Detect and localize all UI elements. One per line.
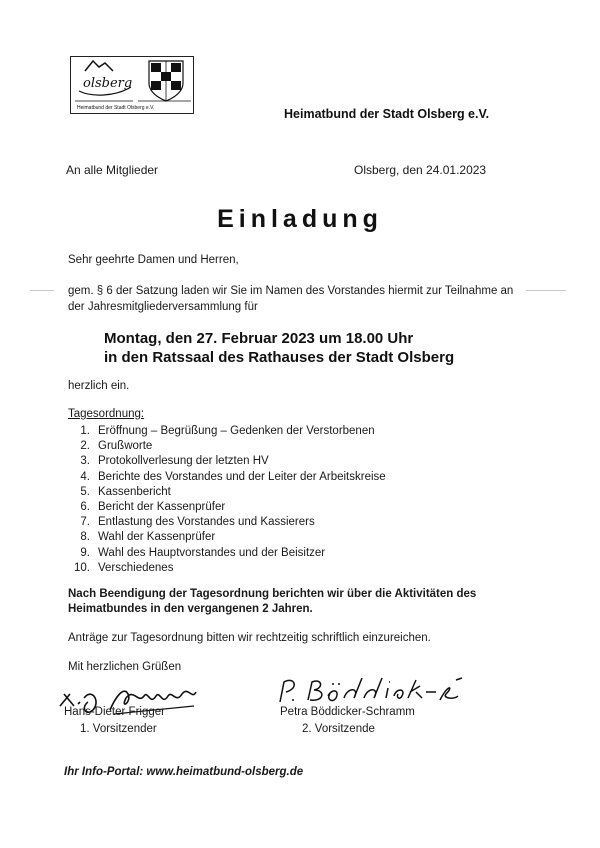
agenda-item-text: Protokollverlesung der letzten HV: [98, 455, 269, 468]
agenda-item: [68, 561, 386, 576]
greeting: Mit herzlichen Grüßen: [68, 661, 182, 673]
agenda-item: [68, 454, 386, 469]
agenda-item-text: Wahl des Hauptvorstandes und der Beisitzer: [98, 546, 326, 559]
event-location: in den Ratssaal des Rathauses der Stadt Olsberg: [104, 349, 455, 366]
agenda-item-text: Grußworte: [98, 440, 153, 453]
agenda-item-number: 1.: [80, 425, 90, 437]
agenda-item: [68, 500, 386, 515]
agenda-item: [68, 424, 386, 439]
scan-dash: [30, 290, 54, 291]
closing-note: Nach Beendigung der Tagesordnung berichten wir über die Aktivitäten des Heimatbundes in den vergangenen 2 Jahren.: [68, 588, 477, 615]
organization-name: Heimatbund der Stadt Olsberg e.V.: [284, 107, 490, 121]
event-date: Montag, den 27. Februar 2023 um 18.00 Uhr: [104, 330, 414, 347]
agenda-item: [68, 470, 386, 485]
agenda-item-text: Berichte des Vorstandes und der Leiter der Arbeitskreise: [98, 470, 386, 483]
agenda-item: [68, 546, 386, 561]
signatory-role-first: 1. Vorsitzender: [80, 723, 157, 735]
agenda-item-number: 8.: [80, 531, 90, 544]
agenda-item: [68, 530, 386, 545]
agenda-item-text: Entlastung des Vorstandes und Kassierers: [98, 516, 315, 529]
logo-caption: Heimatbund der Stadt Olsberg e.V.: [77, 105, 155, 111]
recipients: An alle Mitglieder: [66, 163, 159, 177]
agenda-item-number: 5.: [80, 485, 90, 498]
agenda-item-text: Bericht der Kassenprüfer: [98, 501, 226, 514]
agenda-item-number: 9.: [80, 546, 90, 559]
agenda-item: [68, 515, 386, 530]
agenda-item-number: 7.: [80, 516, 90, 529]
agenda-heading: Tagesordnung:: [68, 408, 145, 420]
salutation: Sehr geehrte Damen und Herren,: [68, 254, 239, 266]
scan-dash: [526, 290, 566, 291]
agenda-list: [68, 424, 386, 576]
signatory-role-second: 2. Vorsitzende: [302, 723, 375, 735]
agenda-item-number: 3.: [80, 455, 90, 468]
agenda-item-number: 2.: [80, 440, 90, 453]
signature-second: [270, 674, 470, 708]
agenda-item: [68, 439, 386, 454]
agenda-item-text: Kassenbericht: [98, 485, 171, 498]
agenda-item-number: 6.: [80, 501, 90, 514]
invitation-body: gem. § 6 der Satzung laden wir Sie im Namen des Vorstandes hiermit zur Teilnahme an der Jahresmitgliederversammlung für: [68, 285, 514, 313]
agenda-item-text: Eröffnung – Begrüßung – Gedenken der Verstorbenen: [98, 425, 375, 437]
signatory-name-second: Petra Böddicker-Schramm: [280, 706, 415, 718]
agenda-item-text: Wahl der Kassenprüfer: [98, 531, 216, 544]
letter-title: Einladung: [217, 205, 383, 233]
agenda-item: [68, 485, 386, 500]
logo-wordmark: olsberg: [83, 76, 133, 91]
agenda-item-number: 10.: [74, 561, 90, 574]
organization-logo: [70, 56, 194, 114]
signatory-name-first: Hans-Dieter Frigger: [64, 706, 165, 718]
requests-note: Anträge zur Tagesordnung bitten wir rechtzeitig schriftlich einzureichen.: [68, 632, 431, 644]
info-portal-link[interactable]: Ihr Info-Portal: www.heimatbund-olsberg.de: [64, 766, 304, 778]
place-date: Olsberg, den 24.01.2023: [354, 163, 487, 177]
agenda-item-number: 4.: [80, 470, 90, 483]
agenda-item-text: Verschiedenes: [98, 561, 174, 574]
invite-closing: herzlich ein.: [68, 380, 130, 392]
